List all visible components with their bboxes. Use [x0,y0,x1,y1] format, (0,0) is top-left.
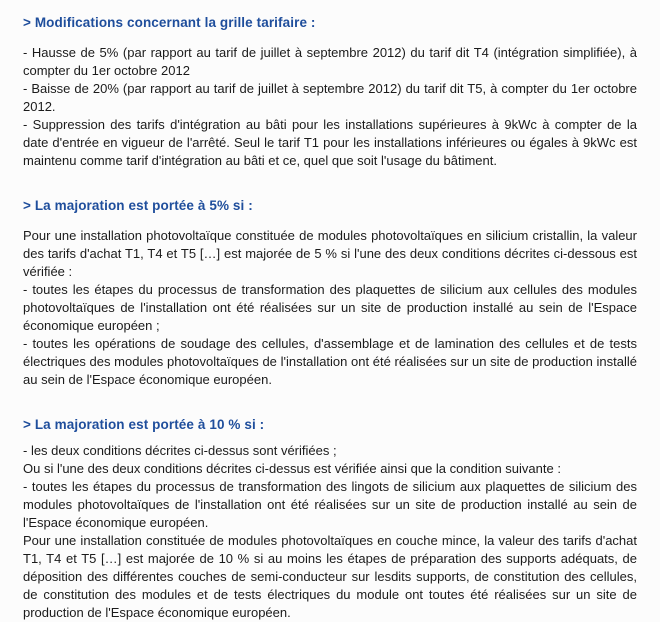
section-modifications-grille-tarifaire [23,14,637,170]
paragraph-condition-lingots: - toutes les étapes du processus de transformation des lingots de silicium aux plaquettes de silicium des modules photovoltaïques de l'installation ont été réalisées sur un site de production installé au sein de l'Espace économique européen. [23,479,637,530]
paragraph-ou-si-condition: Ou si l'une des deux conditions décrites ci-dessus est vérifiée ainsi que la condition suivante : [23,461,561,476]
paragraph-suppression-tarifs: - Suppression des tarifs d'intégration au bâti pour les installations supérieures à 9kWc à compter de la date d'entrée en vigueur de l'arrêté. Seul le tarif T1 pour les installations inférieures ou égales à 9kWc est maintenu comme tarif d'intégration au bâti et ce, quel que soit l'usage du bâtiment. [23,117,637,168]
section-majoration-5-pourcent [23,197,637,389]
heading-modifications-grille-tarifaire: > Modifications concernant la grille tarifaire : [23,15,316,30]
paragraph-condition-plaquettes: - toutes les étapes du processus de transformation des plaquettes de silicium aux cellules des modules photovoltaïques de l'installation ont été réalisées sur un site de production installé au sein de l'Espace économique européen ; [23,282,637,333]
paragraph-baisse-t5: - Baisse de 20% (par rapport au tarif de juillet à septembre 2012) du tarif dit T5, à compter du 1er octobre 2012. [23,81,637,114]
section-majoration-10-pourcent [23,416,637,622]
heading-majoration-5-pourcent: > La majoration est portée à 5% si : [23,198,253,213]
heading-majoration-10-pourcent: > La majoration est portée à 10 % si : [23,417,265,432]
paragraph-deux-conditions: - les deux conditions décrites ci-dessus sont vérifiées ; [23,443,337,458]
paragraph-hausse-t4: - Hausse de 5% (par rapport au tarif de juillet à septembre 2012) du tarif dit T4 (intégration simplifiée), à compter du 1er octobre 2012 [23,45,637,78]
paragraph-silicium-cristallin: Pour une installation photovoltaïque constituée de modules photovoltaïques en silicium cristallin, la valeur des tarifs d'achat T1, T4 et T5 […] est majorée de 5 % si l'une des deux conditions décrites ci-dessous est vérifiée : [23,228,637,279]
paragraph-couche-mince: Pour une installation constituée de modules photovoltaïques en couche mince, la valeur des tarifs d'achat T1, T4 et T5 […] est majorée de 10 % si au moins les étapes de préparation des supports adéquats, de déposition des différentes couches de semi-conducteur sur lesdits supports, de constitution des cellules, de constitution des modules et de tests électriques du module ont toutes été réalisées sur un site de production de l'Espace économique européen. [23,533,637,620]
paragraph-condition-soudage: - toutes les opérations de soudage des cellules, d'assemblage et de lamination des cellules et de tests électriques des modules photovoltaïques de l'installation ont été réalisées sur un site de production installé au sein de l'Espace économique européen. [23,336,637,387]
